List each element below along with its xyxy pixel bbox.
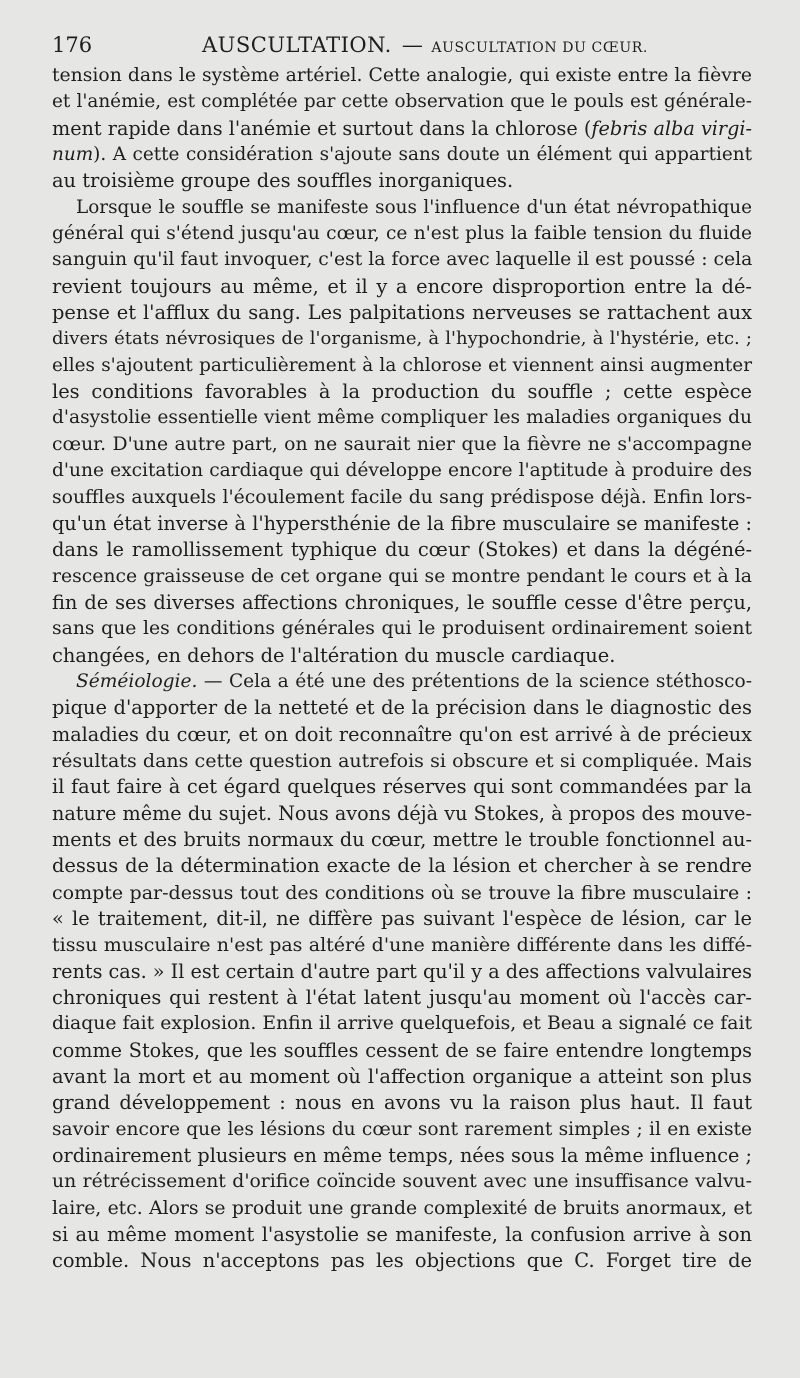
text-line: si au même moment l'asystolie se manifeste, la confusion arrive à son [52, 1223, 752, 1247]
text-line-section-start: Séméiologie. — Cela a été une des prétentions de la science stéthosco- [76, 670, 752, 692]
text-line: grand développement : nous en avons vu la raison plus haut. Il faut [52, 1091, 752, 1115]
text-line: divers états névrosiques de l'organisme, à l'hypochondrie, à l'hystérie, etc. ; [52, 328, 752, 350]
text-line: laire, etc. Alors se produit une grande complexité de bruits anormaux, et [52, 1197, 752, 1219]
italic-term: num [52, 144, 94, 166]
text-line: ments et des bruits normaux du cœur, mettre le trouble fonctionnel au- [52, 827, 752, 851]
text-line: comme Stokes, que les souffles cessent de se faire entendre longtemps [52, 1038, 752, 1062]
text-line: compte par-dessus tout des conditions où se trouve la fibre musculaire : [52, 881, 752, 904]
text-line: comble. Nous n'acceptons pas les objections que C. Forget tire de [52, 1249, 752, 1273]
text-line: maladies du cœur, et on doit reconnaître qu'on est arrivé à de précieux [52, 722, 752, 746]
text-line: d'asystolie essentielle vient même compliquer les maladies organiques du [52, 407, 752, 429]
text-line: fin de ses diverses affections chroniques, le souffle cesse d'être perçu, [52, 590, 752, 614]
text-line: et l'anémie, est complétée par cette observation que le pouls est générale- [52, 91, 752, 113]
text-line: pique d'apporter de la netteté et de la précision dans le diagnostic des [52, 696, 752, 720]
text-line: cœur. D'une autre part, on ne saurait nier que la fièvre ne s'accompagne [52, 433, 752, 455]
text-line: elles s'ajoutent particulièrement à la chlorose et viennent ainsi augmenter [52, 354, 752, 376]
running-title [202, 30, 648, 63]
running-header [52, 30, 752, 60]
text-line: qu'un état inverse à l'hypersthénie de la fibre musculaire se manifeste : [52, 511, 752, 535]
text-line: dans le ramollissement typhique du cœur (Stokes) et dans la dégéné- [52, 538, 752, 562]
text-line: num). A cette considération s'ajoute sans doute un élément qui appartient [52, 144, 752, 166]
text-line: général qui s'étend jusqu'au cœur, ce n'est plus la faible tension du fluide [52, 223, 752, 245]
text-line: tension dans le système artériel. Cette analogie, qui existe entre la fièvre [52, 65, 752, 86]
text-line: au troisième groupe des souffles inorganiques. [52, 169, 514, 193]
text-line: « le traitement, dit-il, ne diffère pas suivant l'espèce de lésion, car le [52, 907, 752, 930]
text-line: ment rapide dans l'anémie et surtout dans la chlorose (febris alba virgi- [52, 116, 752, 140]
text-line: un rétrécissement d'orifice coïncide souvent avec une insuffisance valvu- [52, 1171, 752, 1193]
italic-term: Séméiologie. [76, 670, 198, 692]
text-line: souffles auxquels l'écoulement facile du sang prédispose déjà. Enfin lors- [52, 486, 752, 508]
text-line: sanguin qu'il faut invoquer, c'est la force avec laquelle il est poussé : cela [52, 249, 753, 271]
text-line: changées, en dehors de l'altération du muscle cardiaque. [52, 643, 616, 667]
text-line: rents cas. » Il est certain d'autre part qu'il y a des affections valvulaires [52, 959, 752, 983]
page-number: 176 [52, 33, 93, 57]
text-line: nature même du sujet. Nous avons déjà vu Stokes, à propos des mouve- [52, 801, 752, 825]
body-text [52, 63, 752, 1275]
text-line: avant la mort et au moment où l'affection organique a atteint son plus [52, 1065, 752, 1089]
text-line: Lorsque le souffle se manifeste sous l'influence d'un état névropathique [76, 196, 752, 218]
text-line: dessus de la détermination exacte de la lésion et chercher à se rendre [52, 854, 752, 878]
header-subtitle: AUSCULTATION DU CŒUR. [431, 40, 648, 56]
header-title: AUSCULTATION. [202, 33, 392, 57]
text-line: ordinairement plusieurs en même temps, nées sous la même influence ; [52, 1144, 752, 1168]
text-line: tissu musculaire n'est pas altéré d'une manière différente dans les diffé- [52, 934, 752, 957]
text-line: pense et l'afflux du sang. Les palpitations nerveuses se rattachent aux [52, 301, 752, 325]
text-line: diaque fait explosion. Enfin il arrive quelquefois, et Beau a signalé ce fait [52, 1013, 752, 1035]
italic-term: febris alba virgi- [591, 116, 752, 140]
text-line: rescence graisseuse de cet organe qui se montre pendant le cours et à la [52, 565, 752, 587]
header-separator: — [401, 33, 424, 57]
text-line: résultats dans cette question autrefois si obscure et si compliquée. Mais [52, 749, 752, 772]
text-line: savoir encore que les lésions du cœur sont rarement simples ; il en existe [52, 1118, 752, 1140]
text-line: revient toujours au même, et il y a encore disproportion entre la dé- [52, 274, 752, 298]
text-line: d'une excitation cardiaque qui développe encore l'aptitude à produire des [52, 460, 752, 482]
text-line: chroniques qui restent à l'état latent jusqu'au moment où l'accès car- [52, 986, 752, 1010]
text-line: sans que les conditions générales qui le produisent ordinairement soient [52, 618, 752, 640]
text-line: il faut faire à cet égard quelques réserves qui sont commandées par la [52, 775, 752, 799]
text-line: les conditions favorables à la production du souffle ; cette espèce [52, 380, 752, 404]
